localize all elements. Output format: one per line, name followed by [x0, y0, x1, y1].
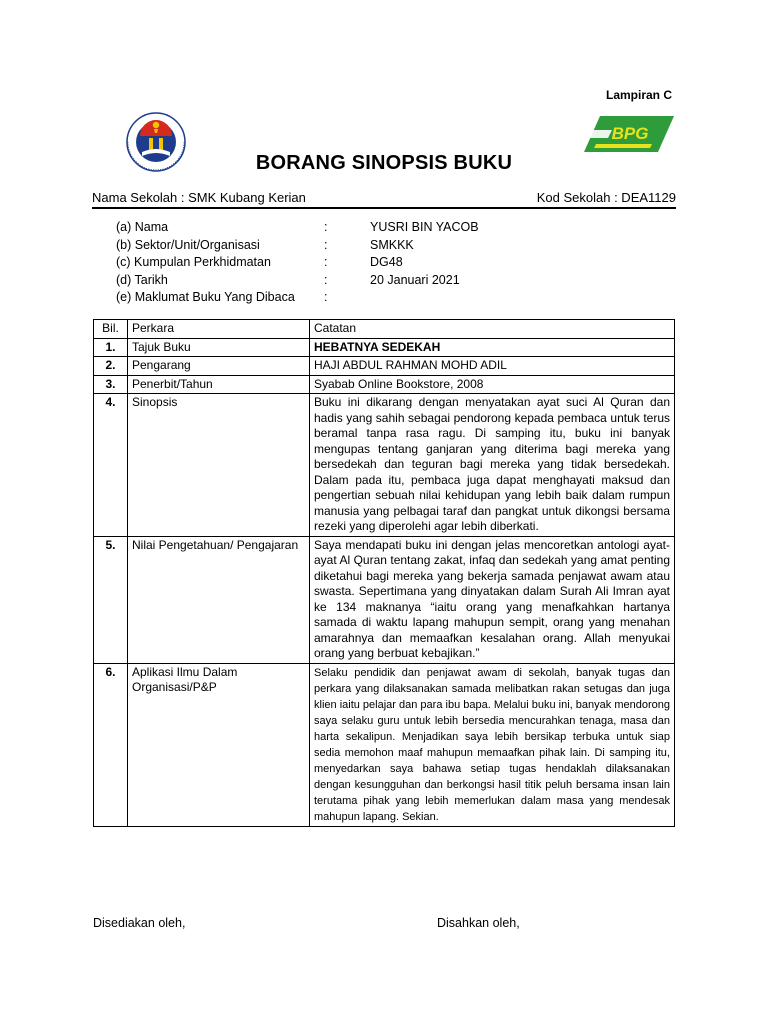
row-note: Buku ini dikarang dengan menyatakan ayat suci Al Quran dan hadis yang sahih sebagai pendorong kepada pembaca untuk terus beramal tanpa rasa ragu. Di samping itu, buku ini banyak mengupas tentang ganjaran yang diterima bagi mereka yang bersedekah dan teguran bagi mereka yang tidak bersedekah. Dalam pada itu, pembaca juga dapat menghayati maksud dan pengertian sebuah nilai kehidupan yang lebih baik dalam rumpun manusia yang pelbagai taraf dan pangkat untuk dikongsi bersama rezeki yang diperolehi agar lebih diberkati.: [310, 394, 675, 537]
synopsis-table: [93, 319, 675, 827]
lampiran-label: Lampiran C: [606, 88, 673, 102]
row-number: 3.: [94, 375, 128, 394]
info-label: (d) Tarikh: [116, 272, 168, 287]
approved-by-label: Disahkan oleh,: [437, 916, 520, 930]
info-label: (b) Sektor/Unit/Organisasi: [116, 237, 260, 252]
info-row-maklumat: [116, 290, 636, 308]
row-item: Tajuk Buku: [128, 338, 310, 357]
table-row: [94, 375, 675, 394]
row-note: Syabab Online Bookstore, 2008: [310, 375, 675, 394]
bpg-logo-text: BPG: [611, 124, 649, 143]
header-perkara: Perkara: [128, 320, 310, 339]
info-value: YUSRI BIN YACOB: [370, 220, 479, 234]
info-value: DG48: [370, 255, 403, 269]
prepared-by-label: Disediakan oleh,: [93, 916, 186, 930]
row-number: 4.: [94, 394, 128, 537]
table-row: [94, 394, 675, 537]
info-colon: :: [324, 220, 328, 234]
info-colon: :: [324, 237, 328, 252]
page-title: BORANG SINOPSIS BUKU: [255, 152, 513, 174]
row-item: Nilai Pengetahuan/ Pengajaran: [128, 536, 310, 663]
info-colon: :: [324, 272, 328, 287]
row-note: HEBATNYA SEDEKAH: [310, 338, 675, 357]
info-row-tarikh: [116, 273, 636, 291]
row-item: Sinopsis: [128, 394, 310, 537]
info-row-sektor: [116, 238, 636, 256]
row-number: 1.: [94, 338, 128, 357]
table-row: [94, 536, 675, 663]
info-label: (c) Kumpulan Perkhidmatan: [116, 255, 271, 269]
row-number: 5.: [94, 536, 128, 663]
row-item: Aplikasi Ilmu Dalam Organisasi/P&P: [128, 663, 310, 826]
info-value: SMKKK: [370, 237, 414, 252]
table-row: [94, 663, 675, 826]
info-colon: :: [324, 255, 328, 269]
table-row: [94, 357, 675, 376]
header-catatan: Catatan: [310, 320, 675, 339]
row-item: Pengarang: [128, 357, 310, 376]
row-number: 2.: [94, 357, 128, 376]
row-note: Saya mendapati buku ini dengan jelas mencoretkan antologi ayat-ayat Al Quran tentang zakat, infaq dan sedekah yang amat penting diketahui bagi mereka yang bekerja samada penjawat awam atau swasta. Sepertimana yang dinyatakan dalam Surah Ali Imran ayat ke 134 maknanya “iaitu orang yang menafkahkan hartanya samada di waktu lapang mahupun sempit, orang yang menahan amarahnya dan memaafkan kesalahan orang. Allah menyukai orang yang berbuat kebajikan.”: [310, 536, 675, 663]
table-row: [94, 338, 675, 357]
info-value: 20 Januari 2021: [370, 272, 460, 287]
info-section: [116, 220, 636, 308]
info-row-kumpulan: [116, 255, 636, 273]
row-note: HAJI ABDUL RAHMAN MOHD ADIL: [310, 357, 675, 376]
header-divider: [92, 207, 676, 209]
row-item: Penerbit/Tahun: [128, 375, 310, 394]
info-label: (e) Maklumat Buku Yang Dibaca: [116, 290, 295, 304]
row-number: 6.: [94, 663, 128, 826]
school-code: Kod Sekolah : DEA1129: [536, 190, 676, 205]
row-note: Selaku pendidik dan penjawat awam di sekolah, banyak tugas dan perkara yang dilaksanakan samada melibatkan rakan setugas dan juga klien iaitu pelajar dan para ibu bapa. Melalui buku ini, banyak mendorong saya selaku guru untuk lebih bersedia mencurahkan tenaga, masa dan harta sekalipun. Menjadikan saya lebih bersikap terbuka untuk siap sedia memohon maaf mahupun memaafkan pihak lain. Di samping itu, menyedarkan saya bahawa setiap tugas hendaklah dilaksanakan dengan kesungguhan dan berkongsi hasil titik peluh bersama insan lain terutama pihak yang lebih memerlukan dalam masa yang mendesak mahupun lapang. Sekian.: [310, 663, 675, 826]
table-header-row: [94, 320, 675, 339]
school-name: Nama Sekolah : SMK Kubang Kerian: [92, 190, 306, 205]
info-label: (a) Nama: [116, 220, 169, 234]
header-bil: Bil.: [94, 320, 128, 339]
info-row-nama: [116, 220, 636, 238]
info-colon: :: [324, 290, 328, 304]
